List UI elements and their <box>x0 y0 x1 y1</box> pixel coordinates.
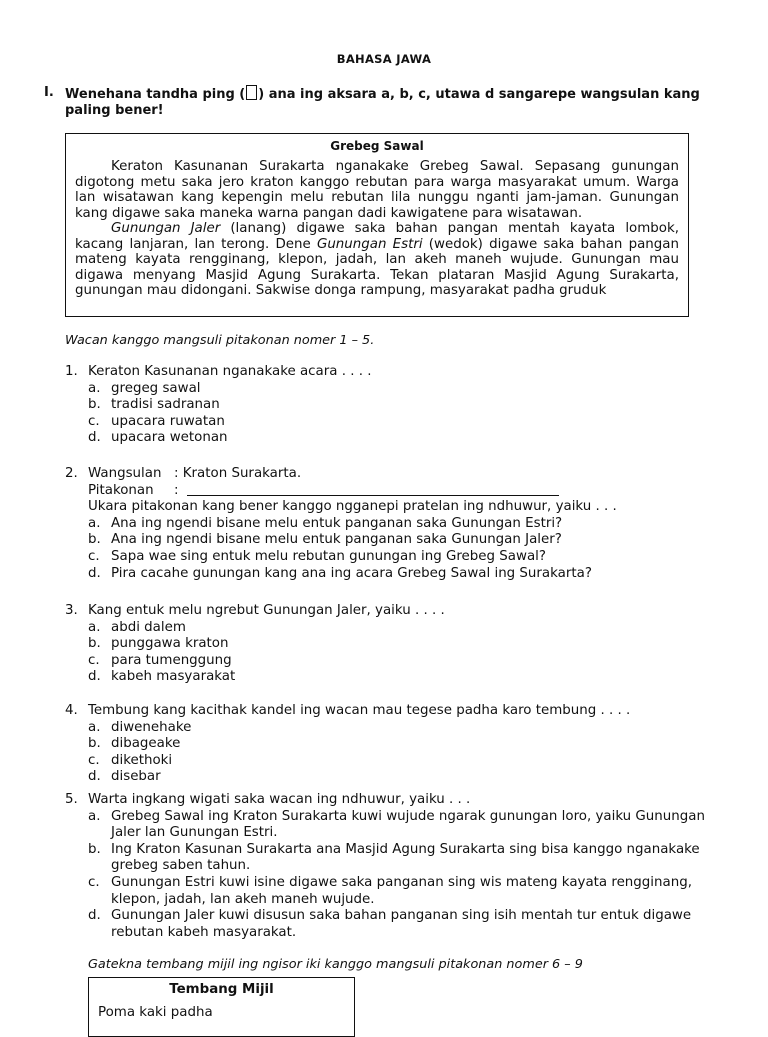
section-number: I. <box>44 85 54 100</box>
option-b[interactable] <box>88 736 705 753</box>
option-text: Ing Kraton Kasunan Surakarta ana Masjid Agung Surakarta sing bisa kanggo nganakake grebeg saben tahun. <box>111 841 700 874</box>
tembang-mijil-box <box>88 977 355 1037</box>
option-label: a. <box>88 719 101 735</box>
reading-passage-box <box>65 133 689 317</box>
option-b[interactable] <box>88 842 705 875</box>
option-label: b. <box>88 532 101 548</box>
option-text: dikethoki <box>111 752 173 768</box>
option-b[interactable] <box>88 532 705 549</box>
option-b[interactable] <box>88 397 705 414</box>
option-c[interactable] <box>88 875 705 908</box>
option-label: d. <box>88 669 101 685</box>
option-a[interactable] <box>88 809 705 842</box>
instruction-text-part1: Wenehana tandha ping ( <box>65 87 246 102</box>
option-text: upacara ruwatan <box>111 413 225 429</box>
question-colon: : <box>174 482 179 498</box>
checkbox-symbol-icon <box>246 85 257 100</box>
instruction-text-part2: ) ana ing aksara a, b, c, utawa d sangarepe wangsulan kang paling bener! <box>65 87 700 118</box>
question-number: 2. <box>65 466 78 481</box>
question-text: Ukara pitakonan kang bener kanggo ngganepi pratelan ing ndhuwur, yaiku . . . <box>88 499 617 515</box>
passage-note: Wacan kanggo mangsuli pitakonan nomer 1 – 5. <box>65 333 375 348</box>
question-3 <box>65 603 705 686</box>
option-label: c. <box>88 413 100 429</box>
option-text: Sapa wae sing entuk melu rebutan gunungan ing Grebeg Sawal? <box>111 548 546 564</box>
question-5 <box>65 792 705 941</box>
option-label: d. <box>88 565 101 581</box>
fill-blank-line <box>187 483 559 496</box>
option-text: abdi dalem <box>111 619 186 635</box>
option-label: c. <box>88 752 100 768</box>
option-text: Gunungan Estri kuwi isine digawe saka panganan sing wis mateng kayata rengginang, klepon, jadah, lan akeh maneh wujude. <box>111 874 692 907</box>
question-key: Pitakonan <box>88 482 154 498</box>
instruction-text <box>65 85 705 119</box>
option-text: Ana ing ngendi bisane melu entuk panganan saka Gunungan Estri? <box>111 515 563 531</box>
option-label: c. <box>88 652 100 668</box>
option-text: Ana ing ngendi bisane melu entuk panganan saka Gunungan Jaler? <box>111 532 562 548</box>
option-text: gregeg sawal <box>111 380 201 396</box>
option-label: c. <box>88 874 100 890</box>
question-text: Keraton Kasunanan nganakake acara . . . . <box>88 364 372 379</box>
option-d[interactable] <box>88 908 705 941</box>
option-label: a. <box>88 515 101 531</box>
tembang-note: Gatekna tembang mijil ing ngisor iki kanggo mangsuli pitakonan nomer 6 – 9 <box>88 957 583 972</box>
option-label: b. <box>88 736 101 752</box>
option-text: dibageake <box>111 736 181 752</box>
option-label: a. <box>88 808 101 824</box>
question-text: Warta ingkang wigati saka wacan ing ndhuwur, yaiku . . . <box>88 792 471 807</box>
option-text: diwenehake <box>111 719 192 735</box>
option-a[interactable] <box>88 720 705 737</box>
option-label: a. <box>88 619 101 635</box>
question-2 <box>65 466 705 582</box>
option-label: d. <box>88 769 101 785</box>
question-1 <box>65 364 705 447</box>
option-text: Pira cacahe gunungan kang ana ing acara Grebeg Sawal ing Surakarta? <box>111 565 592 581</box>
option-label: b. <box>88 397 101 413</box>
term-gunungan-estri: Gunungan Estri <box>316 236 423 252</box>
question-text: Kang entuk melu ngrebut Gunungan Jaler, yaiku . . . . <box>88 603 445 618</box>
term-gunungan-jaler: Gunungan Jaler <box>111 221 221 236</box>
option-c[interactable] <box>88 414 705 431</box>
question-number: 3. <box>65 603 78 618</box>
passage-paragraph-2 <box>66 221 688 299</box>
passage-paragraph-2-part-b: (wedok) digawe saka bahan pangan mateng kayata rengginang, klepon, jadah, lan akeh maneh wujude. Gunungan mau digawa menyang Masjid Agung Surakarta. Tekan plataran Masjid Agung Surakarta, gunungan mau didongani. Sakwise donga rampung, masyarakat padha gruduk <box>75 236 679 298</box>
passage-paragraph-1: Keraton Kasunanan Surakarta nganakake Grebeg Sawal. Sepasang gunungan digotong metu saka jero kraton kanggo rebutan para warga masyarakat umum. Warga lan wisatawan kang kepengin melu rebutan lila nunggu nganti jam-jaman. Gunungan kang digawe saka maneka warna pangan dadi kawigatene para wisatawan. <box>75 159 679 221</box>
answer-line <box>88 466 705 483</box>
question-number: 1. <box>65 364 78 379</box>
option-text: tradisi sadranan <box>111 397 220 413</box>
question-text: Tembung kang kacithak kandel ing wacan mau tegese padha karo tembung . . . . <box>88 703 631 718</box>
option-label: d. <box>88 430 101 446</box>
option-text: Grebeg Sawal ing Kraton Surakarta kuwi wujude ngarak gunungan loro, yaiku Gunungan Jaler lan Gunungan Estri. <box>111 808 705 841</box>
question-number: 4. <box>65 703 78 718</box>
option-text: Gunungan Jaler kuwi disusun saka bahan panganan sing isih mentah tur entuk digawe rebutan kabeh masyarakat. <box>111 908 692 940</box>
option-text: punggawa kraton <box>111 636 229 652</box>
tembang-title: Tembang Mijil <box>169 982 274 997</box>
option-a[interactable] <box>88 381 705 398</box>
option-text: kabeh masyarakat <box>111 669 236 685</box>
option-c[interactable] <box>88 549 705 566</box>
page-title: BAHASA JAWA <box>336 52 432 66</box>
option-c[interactable] <box>88 653 705 670</box>
answer-key: Wangsulan <box>88 466 162 481</box>
question-4 <box>65 703 705 786</box>
option-a[interactable] <box>88 516 705 533</box>
option-label: c. <box>88 548 100 564</box>
option-d[interactable] <box>88 430 705 447</box>
option-label: a. <box>88 380 101 396</box>
option-b[interactable] <box>88 636 705 653</box>
option-text: para tumenggung <box>111 652 232 668</box>
option-text: disebar <box>111 769 161 785</box>
option-d[interactable] <box>88 769 705 786</box>
option-label: d. <box>88 908 101 924</box>
option-c[interactable] <box>88 753 705 770</box>
option-label: b. <box>88 841 101 857</box>
question-number: 5. <box>65 792 78 807</box>
passage-title: Grebeg Sawal <box>330 139 424 153</box>
option-a[interactable] <box>88 620 705 637</box>
answer-value: : Kraton Surakarta. <box>174 466 302 481</box>
tembang-line: Poma kaki padha <box>98 1005 213 1020</box>
passage-paragraph-2-part-a: (lanang) digawe saka bahan pangan mentah kayata lombok, kacang lanjaran, lan terong. Dene <box>75 221 679 252</box>
option-label: b. <box>88 636 101 652</box>
option-d[interactable] <box>88 566 705 583</box>
option-text: upacara wetonan <box>111 430 228 446</box>
question-line <box>88 483 705 500</box>
option-d[interactable] <box>88 669 705 686</box>
